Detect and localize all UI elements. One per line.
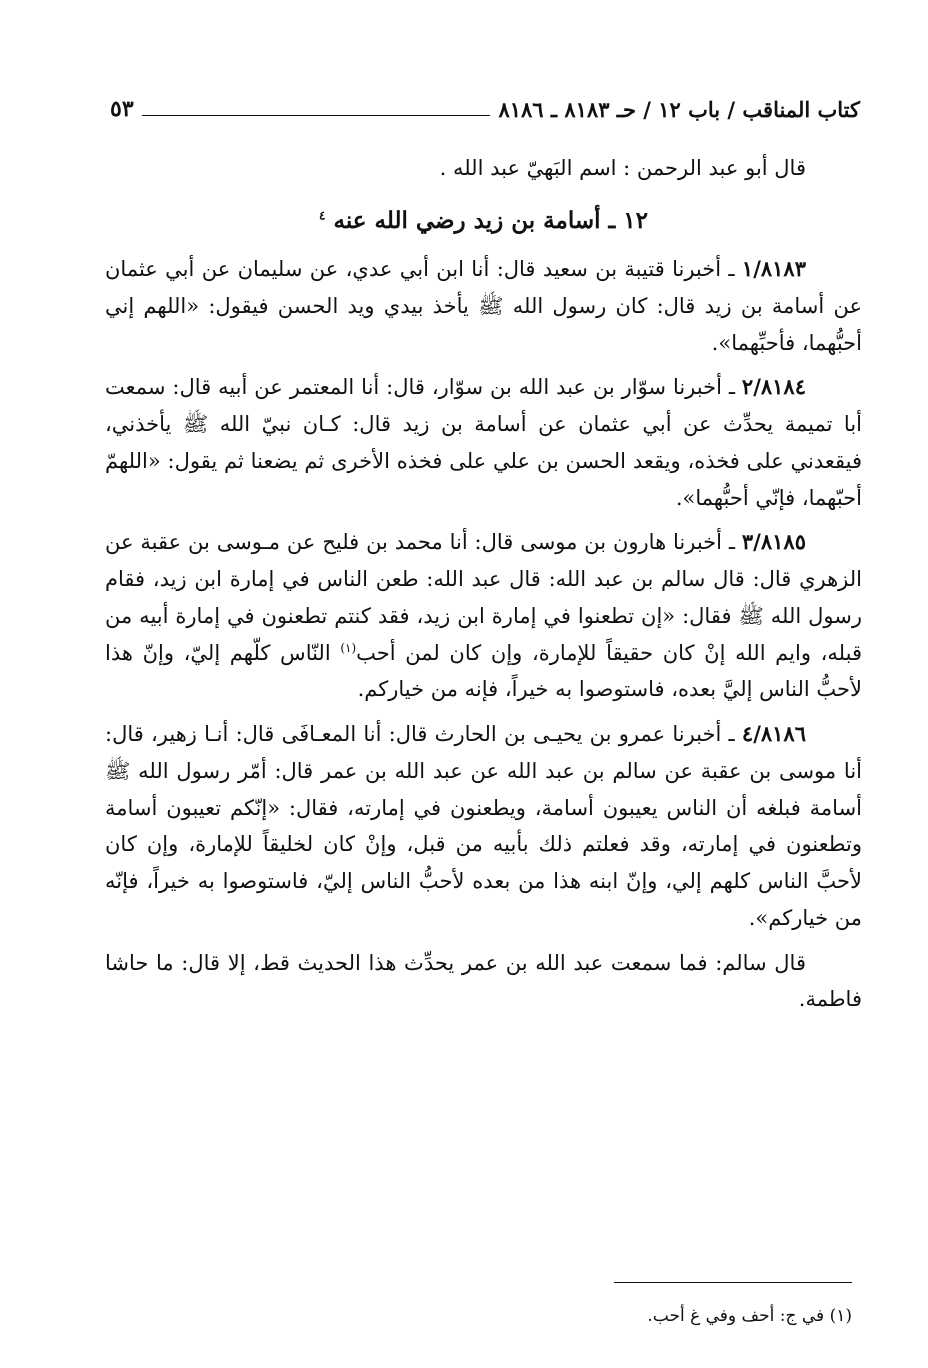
chapter-title: ١٢ ـ أسامة بن زيد رضي الله عنه [333,206,648,234]
hadith-number: ١/٨١٨٣ [741,256,806,281]
header-rule [142,115,491,116]
footnote: (١) في ج: أحف وفي غ أحب. [647,1306,852,1326]
hadith-number: ٢/٨١٨٤ [741,374,806,400]
chapter-note-mark: ٤ [319,208,326,223]
chapter-heading [105,201,862,241]
hadith-text-continued: النّاس كلّهم إليّ، وإنّ هذا لأحبُّ الناس إليَّ بعده، فاستوصوا به خيراً، فإنه من خياركم. [105,640,862,702]
footnote-reference: (١) [340,640,357,655]
hadith-text: ـ أخبرنا عمرو بن يحيـى بن الحارث قال: أنا المعـافَى قال: أنـا زهير، قال: أنا موسى بن عقبة عن سالم بن عبد الله عن عبد الله بن عمر قال: أمّر رسول الله ﷺ أسامة فبلغه أن الناس يعيبون أسامة، ويطعنون في إمارته، فقال: «إنّكم تعيبون أسامة وتطعنون في إمارته، وقد فعلتم ذلك بأبيه من قبل، وإنْ كان لخليقاً للإمارة، وإن كان لأحبَّ الناس كلهم إلي، وإنّ ابنه هذا من بعده لأحبُّ الناس إليّ، فاستوصوا به خيراً، فإنّه من خياركم». [105,722,862,930]
hadith-text: ـ أخبرنا هارون بن موسى قال: أنا محمد بن فليح عن مـوسى بن عقبة عن الزهري قال: قال سالم بن عبد الله: قال عبد الله: طعن الناس في إمارة ابن زيد، فقام رسول الله ﷺ فقال: «إن تطعنوا في إمارة ابن زيد، فقد كنتم تطعنون في إمارة أبيه من قبله، وايم الله إنْ كان حقيقاً للإمارة، وإن كان لمن أحب [105,530,862,665]
footnote-rule [614,1282,852,1283]
hadith-number: ٤/٨١٨٦ [741,721,806,746]
page-header [110,86,860,120]
closing-paragraph: قال سالم: فما سمعت عبد الله بن عمر يحدِّث هذا الحديث قط، إلا قال: ما حاشا فاطمة. [105,950,862,1012]
page-number: ٥٣ [110,96,134,122]
running-title: كتاب المناقب / باب ١٢ / حـ ٨١٨٣ ـ ٨١٨٦ [498,97,860,122]
hadith-paragraph [105,524,862,708]
hadith-number: ٣/٨١٨٥ [741,529,806,555]
body-text [105,150,862,1026]
hadith-paragraph [105,716,862,937]
hadith-text: ـ أخبرنا سوّار بن عبد الله بن سوّار، قال: أنا المعتمر عن أبيه قال: سمعت أبا تميمة يحدِّث عن أبي عثمان عن أسامة بن زيد قال: كـان نبيّ الله ﷺ يأخذني، فيقعدني على فخذه، ويقعد الحسن بن علي على فخذه الأخرى ثم يضعنا ثم يقول: «اللهمّ أحبّهما، فإنّي أحبُّهما». [105,375,862,510]
hadith-paragraph [105,251,862,361]
hadith-text: ـ أخبرنا قتيبة بن سعيد قال: أنا ابن أبي عدي، عن سليمان عن أبي عثمان عن أسامة بن زيد قال: كان رسول الله ﷺ يأخذ بيدي ويد الحسن فيقول: «اللهم إني أحبُّهما، فأحبِّهما». [105,257,862,355]
intro-paragraph: قال أبو عبد الرحمن : اسم البَهيّ عبد الله . [439,156,806,180]
hadith-paragraph [105,369,862,516]
